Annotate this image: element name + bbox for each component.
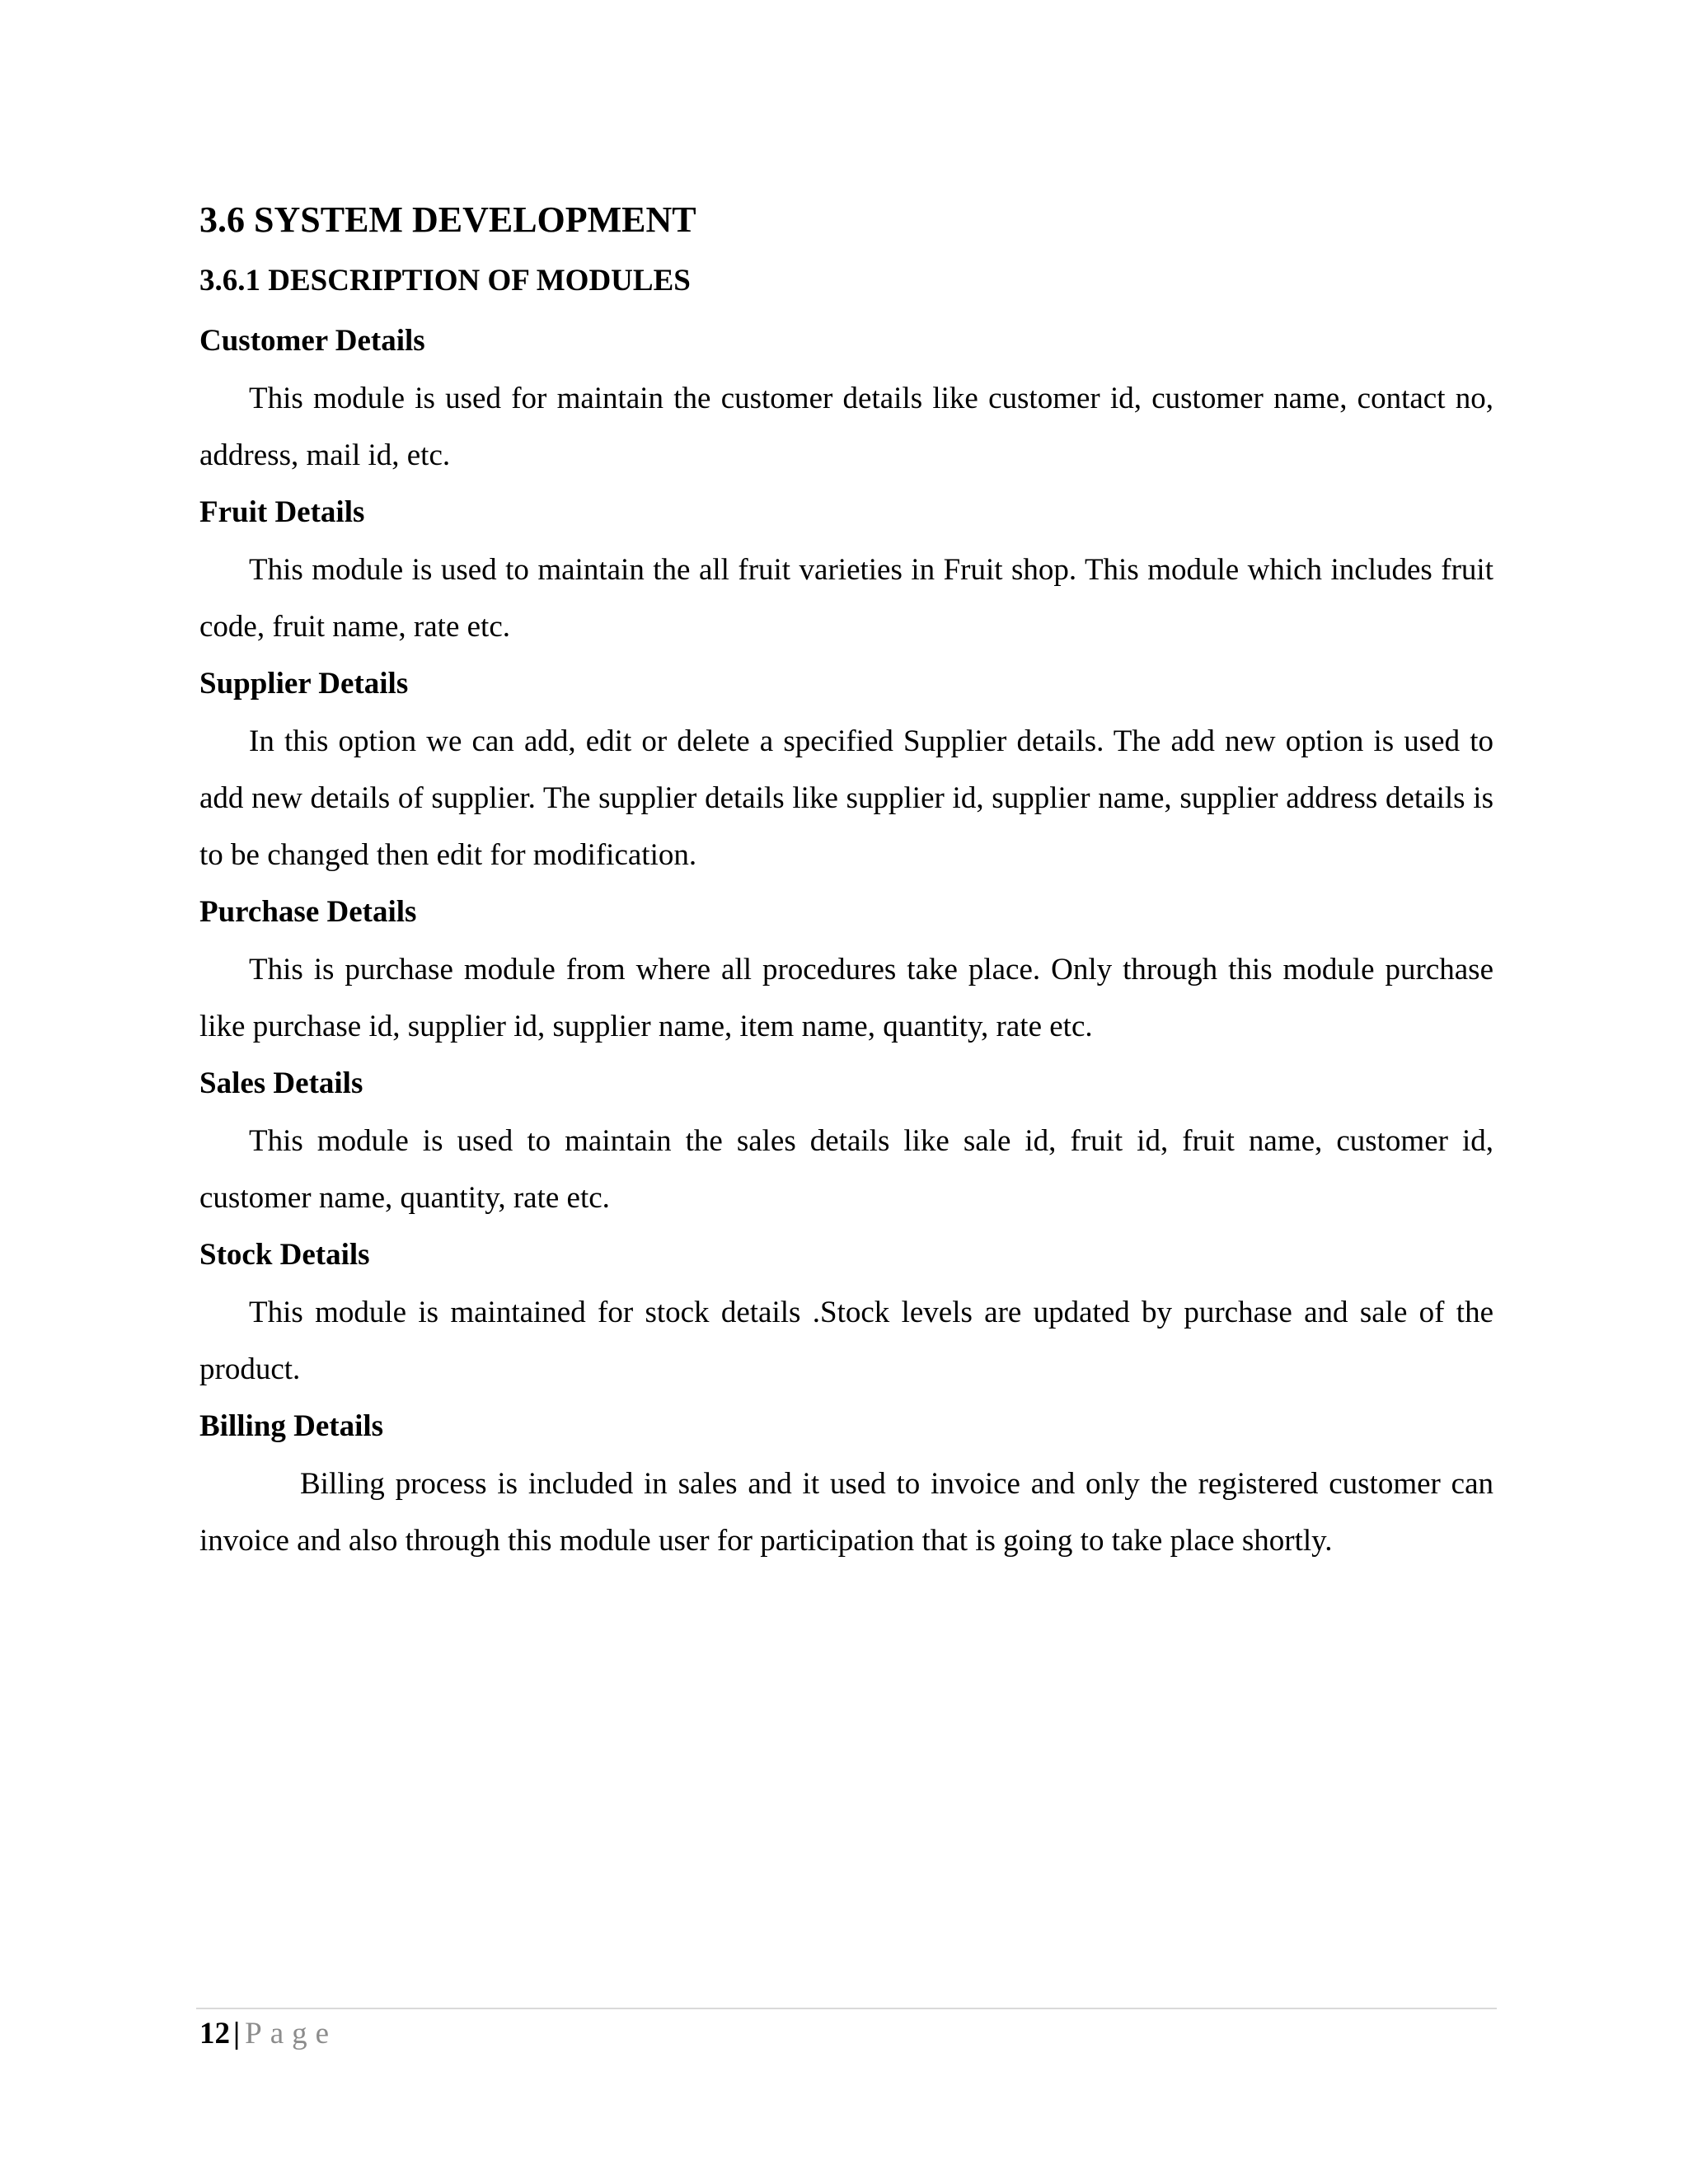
module-text-customer: This module is used for maintain the customer details like customer id, customer name, contact no, address, mail id, etc. <box>199 382 1493 472</box>
module-text-fruit: This module is used to maintain the all fruit varieties in Fruit shop. This module which includes fruit code, fruit name, rate etc. <box>199 553 1493 644</box>
module-text-supplier: In this option we can add, edit or delete a specified Supplier details. The add new option is used to add new details of supplier. The supplier details like supplier id, supplier name, supplier address details is to be changed then edit for modification. <box>199 724 1493 872</box>
page-footer <box>199 2011 337 2057</box>
module-title-purchase: Purchase Details <box>199 895 417 929</box>
module-title-stock: Stock Details <box>199 1238 370 1272</box>
page-label: Page <box>245 2017 338 2050</box>
module-title-supplier: Supplier Details <box>199 667 409 701</box>
module-text-stock: This module is maintained for stock details .Stock levels are updated by purchase and sale of the product. <box>199 1296 1493 1386</box>
section-title: 3.6 SYSTEM DEVELOPMENT <box>199 199 696 240</box>
subsection-title: 3.6.1 DESCRIPTION OF MODULES <box>199 264 691 298</box>
page-number: 12 <box>199 2017 230 2050</box>
module-title-customer: Customer Details <box>199 324 425 358</box>
footer-divider <box>196 2008 1497 2009</box>
module-text-billing: Billing process is included in sales and it used to invoice and only the registered customer can invoice and also through this module user for participation that is going to take place shortly. <box>199 1467 1493 1558</box>
page-body <box>199 194 1493 1569</box>
module-text-sales: This module is used to maintain the sales details like sale id, fruit id, fruit name, customer id, customer name, quantity, rate etc. <box>199 1124 1493 1215</box>
module-title-sales: Sales Details <box>199 1066 363 1100</box>
footer-separator: | <box>233 2017 241 2050</box>
module-title-fruit: Fruit Details <box>199 495 365 529</box>
module-text-purchase: This is purchase module from where all procedures take place. Only through this module purchase like purchase id, supplier id, supplier name, item name, quantity, rate etc. <box>199 953 1493 1043</box>
module-title-billing: Billing Details <box>199 1409 384 1443</box>
